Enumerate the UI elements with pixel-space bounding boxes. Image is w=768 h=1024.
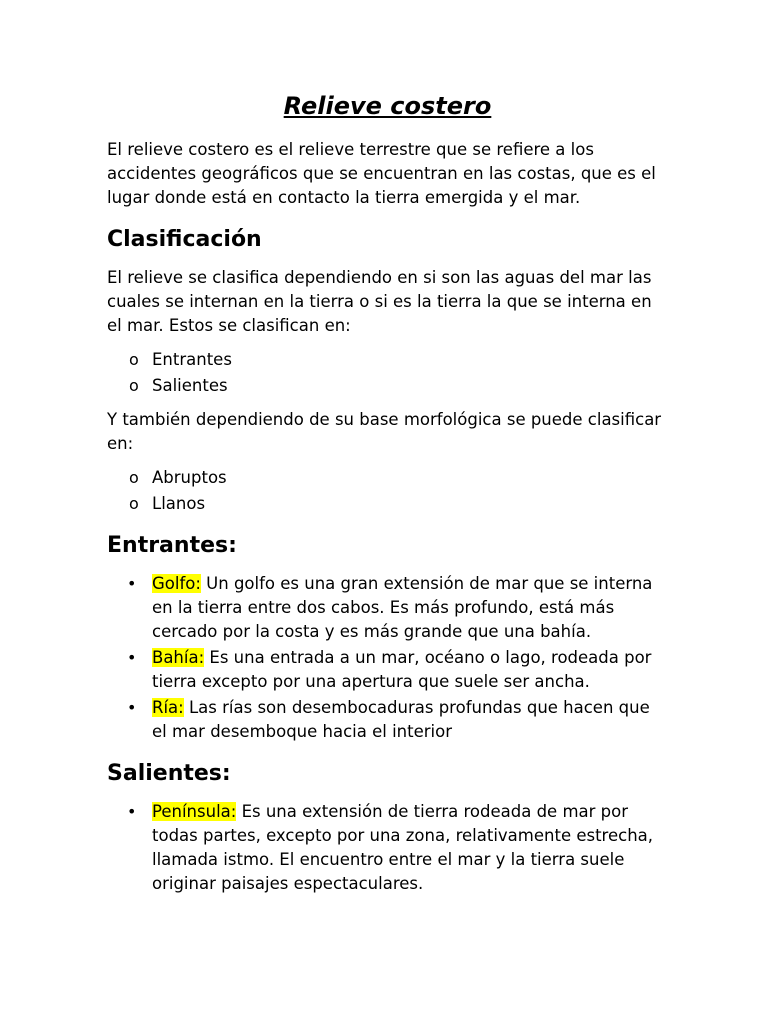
highlighted-term: Golfo: [152, 574, 201, 593]
list-item [107, 348, 668, 372]
section-heading-clasificacion: Clasificación [107, 227, 262, 252]
list-item-text: Entrantes [152, 350, 232, 369]
bullet-icon: • [127, 802, 137, 821]
term-description: Es una entrada a un mar, océano o lago, rodeada por tierra excepto por una apertura que suele ser ancha. [152, 648, 652, 691]
entrantes-list [107, 572, 668, 744]
term-description: Es una extensión de tierra rodeada de mar por todas partes, excepto por una zona, relativamente estrecha, llamada istmo. El encuentro entre el mar y la tierra suele originar paisajes espectaculares. [152, 802, 654, 893]
list-item [107, 572, 668, 644]
clasificacion-list-2 [107, 466, 668, 516]
highlighted-term: Bahía: [152, 648, 205, 667]
clasificacion-list-1 [107, 348, 668, 398]
bullet-icon: • [127, 574, 137, 593]
term-description: Las rías son desembocaduras profundas que hacen que el mar desemboque hacia el interior [152, 698, 650, 741]
clasificacion-paragraph-1: El relieve se clasifica dependiendo en si son las aguas del mar las cuales se internan en la tierra o si es la tierra la que se interna en el mar. Estos se clasifican en: [107, 268, 652, 335]
highlighted-term: Ría: [152, 698, 184, 717]
list-item [107, 466, 668, 490]
list-item-text: Salientes [152, 376, 228, 395]
list-item [107, 696, 668, 744]
list-item [107, 800, 668, 896]
list-item-text: Llanos [152, 494, 206, 513]
bullet-icon: • [127, 648, 137, 667]
circle-bullet-icon: o [129, 350, 139, 369]
circle-bullet-icon: o [129, 468, 139, 487]
section-heading-entrantes: Entrantes: [107, 533, 237, 558]
term-description: Un golfo es una gran extensión de mar que se interna en la tierra entre dos cabos. Es más profundo, está más cercado por la costa y es más grande que una bahía. [152, 574, 653, 641]
intro-paragraph: El relieve costero es el relieve terrestre que se refiere a los accidentes geográficos que se encuentran en las costas, que es el lugar donde está en contacto la tierra emergida y el mar. [107, 140, 656, 207]
page-title: Relieve costero [283, 92, 492, 120]
list-item [107, 492, 668, 516]
bullet-icon: • [127, 698, 137, 717]
list-item [107, 646, 668, 694]
list-item-text: Abruptos [152, 468, 227, 487]
circle-bullet-icon: o [129, 376, 139, 395]
clasificacion-paragraph-2: Y también dependiendo de su base morfológica se puede clasificar en: [107, 410, 662, 453]
circle-bullet-icon: o [129, 494, 139, 513]
salientes-list [107, 800, 668, 896]
highlighted-term: Península: [152, 802, 237, 821]
list-item [107, 374, 668, 398]
section-heading-salientes: Salientes: [107, 761, 231, 786]
